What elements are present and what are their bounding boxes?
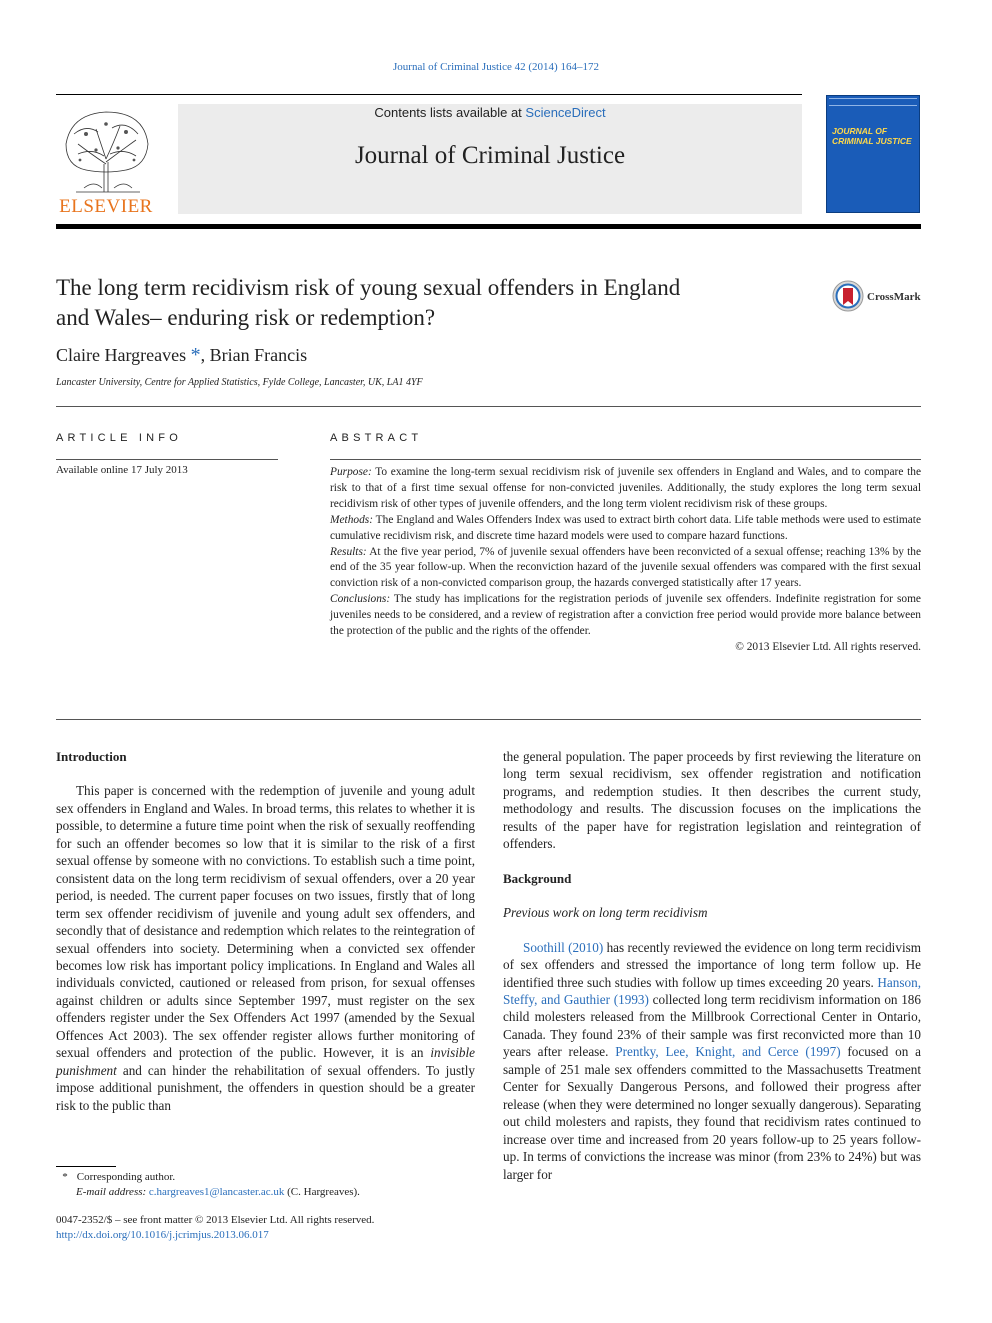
citation-link[interactable]: Soothill (2010)	[523, 939, 604, 955]
body-text: has recently reviewed the evidence on long term recidivism of sex offenders and stressed the importance of long term follow up. He identified three such studies with follow up times exceeding 20 years.	[503, 939, 921, 990]
body-text: focused on a sample of 251 male sex offenders committed to the Massachusetts Treatment Center for Sexually Dangerous Persons, and followed their progress after release (when they were determined no longer sexually dangerous). Separating out child molesters and rapists, they found that recidivism rates continued to increase over time and increased from 20 years follow-up to 25 years follow-up. In terms of convictions the increase was minor (from 23% to 24%) but was larger for	[503, 1044, 922, 1182]
article-title	[56, 273, 776, 333]
subsection-heading: Previous work on long term recidivism	[503, 905, 708, 921]
abstract-methods-text: The England and Wales Offenders Index was used to extract birth cohort data. Life table methods were used to estimate cumulative recidivism risk, and discrete time hazard models were used to compare hazard functions.	[330, 513, 921, 542]
abstract-methods-label: Methods:	[330, 513, 374, 526]
divider	[56, 406, 921, 407]
intro-text: and can hinder the rehabilitation of sexual offenders. To justly impose additional punishment, the offenders in question should be a greater risk to the public than	[56, 1062, 475, 1113]
available-online-date: Available online 17 July 2013	[56, 464, 188, 476]
corresponding-author-mark[interactable]: *	[190, 344, 201, 366]
email-label: E-mail address:	[76, 1186, 147, 1198]
journal-cover-thumbnail[interactable]	[826, 95, 920, 213]
copyright-notice: © 2013 Elsevier Ltd. All rights reserved.	[735, 640, 921, 653]
abstract-conclusions	[330, 592, 921, 640]
contents-line	[178, 105, 802, 120]
paragraph	[503, 939, 921, 1183]
abstract-results-label: Results:	[330, 545, 367, 558]
intro-italic-phrase: invisible punishment	[56, 1045, 475, 1078]
front-matter	[56, 1213, 475, 1243]
abstract-conclusions-label: Conclusions:	[330, 593, 391, 606]
paragraph	[56, 782, 475, 1114]
article-title-line2: and Wales– enduring risk or redemption?	[56, 305, 436, 330]
body-column-right	[503, 748, 921, 1183]
citation-link[interactable]: Prentky, Lee, Knight, and Cerce (1997)	[615, 1044, 841, 1060]
issn-line: 0047-2352/$ – see front matter © 2013 Elsevier Ltd. All rights reserved.	[56, 1214, 375, 1226]
author-separator: ,	[200, 345, 210, 365]
intro-text: This paper is concerned with the redemption of juvenile and young adult sex offenders in England and Wales. In broad terms, this relates to whether it is possible, to determine a future time point when the risk of sexually reoffending for such an offender becomes so low that it is similar to the risk of a first sexual offense by someone with no convictions. To establish such a time point, consistent data on the long term recidivism of sexual offenders, over a 20 year period, is needed. The current paper focuses on two issues, firstly that of long term sex offender recidivism of juvenile and young adult sex offenders, and secondly that of desistance and redemption which relates to the reintegration of sexual offenders into society. Determining when a convicted sex offender becomes low risk has important policy implications. In England and Wales all individuals convicted, cautioned or released from prison, for sexual offenses against children or adults since September 1997, must register on the sex offenders register under the Sex Offenders Act 1997 (amended by the Sexual Offences Act 2003). The sex offender register allows further monitoring of sexual offenders and protection of the public. However, it is an	[56, 783, 475, 1061]
footnote-rule	[56, 1166, 116, 1167]
footnote	[56, 1170, 475, 1200]
article-info-heading: ARTICLE INFO	[56, 432, 182, 444]
cover-header-band	[829, 98, 917, 106]
abstract-heading: ABSTRACT	[330, 432, 423, 444]
body-column-left	[56, 748, 475, 1114]
sciencedirect-link[interactable]: ScienceDirect	[525, 105, 606, 120]
cover-title: JOURNAL OF CRIMINAL JUSTICE	[832, 126, 912, 146]
abstract-methods	[330, 513, 921, 545]
divider	[56, 459, 278, 460]
author-name[interactable]: Claire Hargreaves	[56, 345, 187, 365]
email-owner: (C. Hargreaves).	[284, 1186, 360, 1198]
citation-link[interactable]: Hanson, Steffy, and Gauthier (1993)	[503, 974, 921, 1007]
header-thick-rule	[56, 224, 921, 229]
doi-link[interactable]: http://dx.doi.org/10.1016/j.jcrimjus.2013.06.017	[56, 1229, 269, 1241]
corresponding-label: Corresponding author.	[76, 1171, 176, 1183]
crossmark-icon[interactable]	[832, 280, 864, 312]
journal-title: Journal of Criminal Justice	[354, 142, 626, 169]
journal-citation-link[interactable]: Journal of Criminal Justice 42 (2014) 164–172	[393, 61, 599, 73]
journal-citation[interactable]	[0, 61, 992, 73]
header-rule	[56, 94, 802, 95]
author-list	[56, 344, 307, 367]
elsevier-wordmark: ELSEVIER	[59, 196, 153, 217]
article-title-line1: The long term recidivism risk of young sexual offenders in England	[56, 275, 681, 300]
footnote-mark: *	[62, 1171, 68, 1183]
corresponding-note	[56, 1170, 475, 1185]
abstract-conclusions-text: The study has implications for the registration periods of juvenile sex offenders. Indefinite registration for some juveniles needs to be considered, and a review of registration after a conviction free period would provide more balance between the protection of the public and the rights of the offender.	[330, 593, 921, 638]
abstract-results	[330, 545, 921, 593]
abstract-purpose-text: To examine the long-term sexual recidivism risk of juvenile sex offenders in England and Wales, and to compare the risk to that of a first time sexual offense for non-convicted juveniles. Additionally, the study explores the long term sexual recidivism risk of other types of juvenile offenders, and the long term violent recidivism risk of these groups.	[330, 466, 921, 510]
abstract-results-text: At the five year period, 7% of juvenile sexual offenders have been reconvicted of a sexual offense; reaching 13% by the end of the 35 year follow-up. When the reconviction hazard of the juvenile sexual offenders was compared with the first sexual conviction risk of a non-convicted comparison group, the hazards converged statistically after 17 years.	[330, 545, 921, 590]
divider	[330, 459, 921, 460]
crossmark-label[interactable]: CrossMark	[867, 291, 921, 303]
email-note	[56, 1185, 475, 1200]
section-heading-background: Background	[503, 870, 572, 886]
abstract-purpose-label: Purpose:	[330, 466, 372, 478]
section-heading-introduction: Introduction	[56, 749, 127, 764]
contents-prefix: Contents lists available at	[374, 105, 526, 120]
email-link[interactable]: c.hargreaves1@lancaster.ac.uk	[148, 1186, 285, 1198]
divider	[56, 719, 921, 720]
abstract-purpose	[330, 465, 921, 513]
author-name[interactable]: Brian Francis	[209, 345, 308, 365]
paragraph: the general population. The paper proceeds by first reviewing the literature on long term sexual recidivism, sex offender registration and notification programs, and redemption studies. It then describes the current study, methodology and results. The discussion focuses on the implications the results of the paper have for registration legislation and reintegration of offenders.	[503, 749, 921, 852]
body-text: collected long term recidivism information on 186 child molesters released from the Millbrook Correctional Center in Ontario, Canada. They found 23% of their sample was first reconvicted more than 10 years after release.	[503, 991, 921, 1060]
affiliation: Lancaster University, Centre for Applied Statistics, Fylde College, Lancaster, UK, LA1 4YF	[56, 377, 423, 388]
abstract-body	[330, 465, 921, 656]
